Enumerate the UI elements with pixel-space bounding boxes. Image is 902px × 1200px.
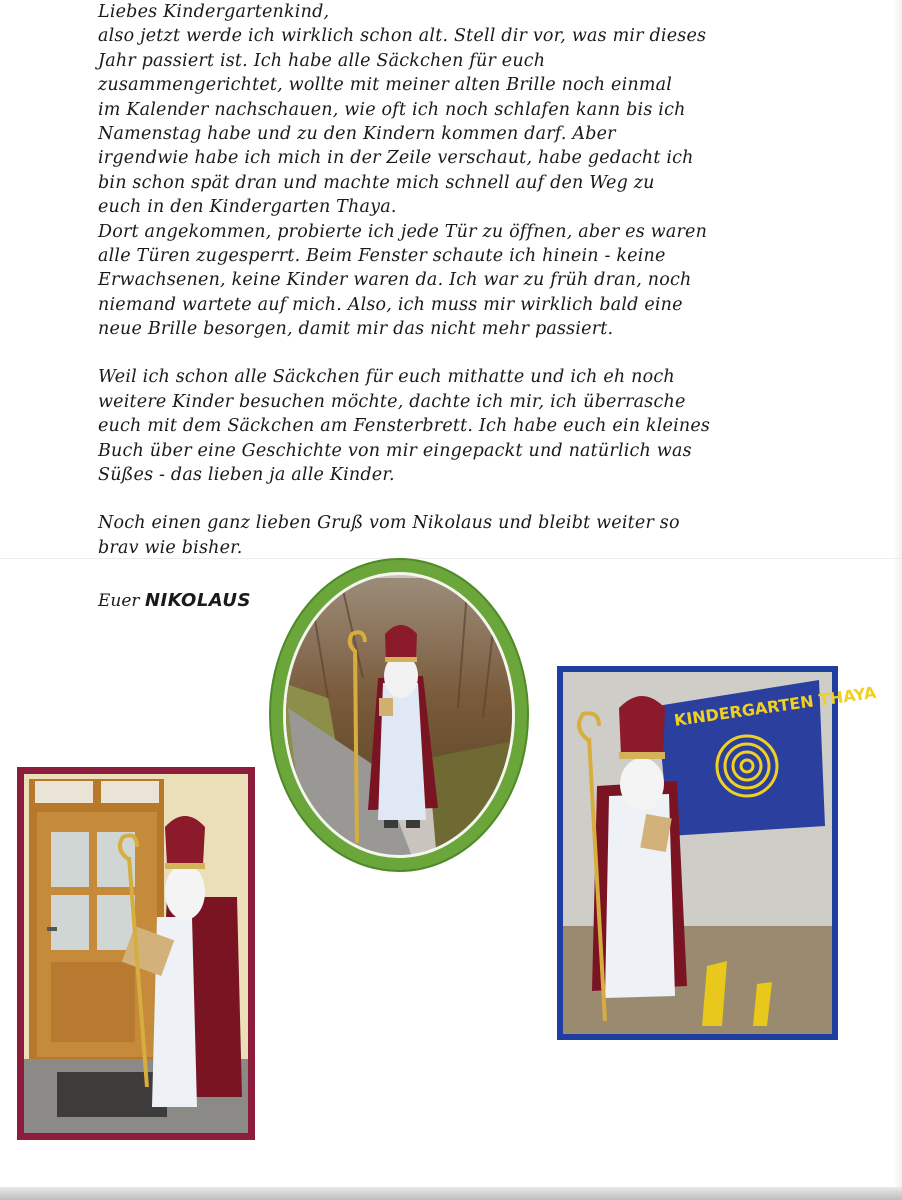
letter-line: Erwachsenen, keine Kinder waren da. Ich war zu früh dran, noch xyxy=(98,270,692,291)
letter-line: Noch einen ganz lieben Gruß vom Nikolaus und bleibt weiter so xyxy=(98,513,680,534)
letter-line: Weil ich schon alle Säckchen für euch mithatte und ich eh noch xyxy=(98,367,675,388)
letter-line: Liebes Kindergartenkind, xyxy=(98,2,330,22)
letter-line: euch in den Kindergarten Thaya. xyxy=(98,197,397,218)
signoff-prefix: Euer xyxy=(98,591,140,611)
signoff xyxy=(98,590,251,611)
banner-text: KINDERGARTEN THAYA xyxy=(672,682,878,730)
paragraph-gap xyxy=(98,341,778,365)
letter-line: Dort angekommen, probierte ich jede Tür zu öffnen, aber es waren xyxy=(98,221,708,242)
scan-bottom-edge xyxy=(0,1187,902,1200)
letter-line: im Kalender nachschauen, wie oft ich noch schlafen kann bis ich xyxy=(98,99,686,120)
letter-line: also jetzt werde ich wirklich schon alt. Stell dir vor, was mir dieses xyxy=(98,26,707,47)
letter-line: Jahr passiert ist. Ich habe alle Säckchen für euch xyxy=(98,50,546,71)
letter-body xyxy=(98,0,778,560)
letter-line: brav wie bisher. xyxy=(98,537,243,558)
photo-nikolaus-at-door xyxy=(17,767,255,1140)
scan-right-edge xyxy=(893,0,902,1200)
letter-line: zusammengerichtet, wollte mit meiner alten Brille noch einmal xyxy=(98,75,673,96)
letter-line: Buch über eine Geschichte von mir eingepackt und natürlich was xyxy=(98,440,692,461)
signoff-name: NIKOLAUS xyxy=(144,590,251,611)
photo-nikolaus-at-kindergarten xyxy=(557,666,878,1040)
letter-line: Namenstag habe und zu den Kindern kommen darf. Aber xyxy=(98,123,616,144)
letter-line: alle Türen zugesperrt. Beim Fenster schaute ich hinein - keine xyxy=(98,245,666,266)
paragraph-gap xyxy=(98,487,778,511)
letter-line: niemand wartete auf mich. Also, ich muss mir wirklich bald eine xyxy=(98,294,683,315)
photo-nikolaus-on-path xyxy=(268,558,530,872)
letter-line: weitere Kinder besuchen möchte, dachte ich mir, ich überrasche xyxy=(98,391,686,412)
letter-line: Süßes - das lieben ja alle Kinder. xyxy=(98,465,395,486)
letter-line: euch mit dem Säckchen am Fensterbrett. Ich habe euch ein kleines xyxy=(98,416,711,437)
letter-line: irgendwie habe ich mich in der Zeile verschaut, habe gedacht ich xyxy=(98,148,694,169)
letter-line: neue Brille besorgen, damit mir das nicht mehr passiert. xyxy=(98,319,614,340)
letter-line: bin schon spät dran und machte mich schnell auf den Weg zu xyxy=(98,172,655,193)
